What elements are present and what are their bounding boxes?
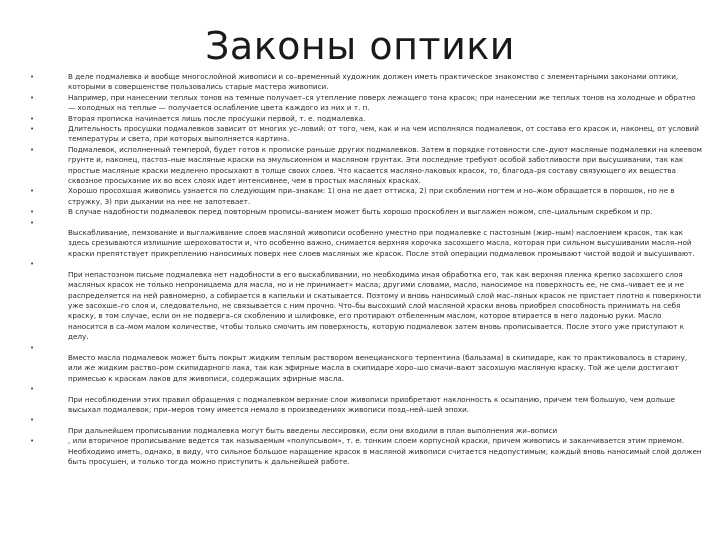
list-item [30,270,702,343]
bullet: • [30,218,35,227]
list-item [30,436,702,467]
bullet: • [30,385,35,394]
bullet: • [30,416,35,425]
bullet: • [30,93,35,102]
bullet: • [30,260,35,269]
empty-list-item [30,384,702,394]
paragraph-text: В случае надобности подмалевок перед повторным прописы–ванием может быть хорошо проскоблен и выглажен ножом, спе–циальным скребком и пр. [68,207,653,217]
empty-list-item [30,218,702,228]
list-item [30,114,702,124]
bullet: • [30,437,35,446]
paragraph-text: Длительность просушки подмалевков зависит от многих ус–ловий: от того, чем, как и на чем исполнялся подмалевок, от состава его красок и, наконец, от условий температуры и света, при которых выполняется картина. [68,124,699,144]
list-item [30,353,702,384]
list-item [30,93,702,114]
empty-list-item [30,259,702,269]
bullet: • [30,187,35,196]
paragraph-text: , или вторичное прописывание ведется так называемым «полупсывом», т. е. тонким слоем корпусной краски, причем живопись и заканчивается этим приемом. Необходимо иметь, однако, в виду, что сильное большое наращение красок в масляной живописи считается недопустимым; каждый вновь наносимый слой должен быть просушен, и только тогда можно приступить к дальнейшей работе. [68,436,702,466]
bullet: • [30,73,35,81]
list-item [30,395,702,416]
list-item [30,186,702,207]
paragraph-text: При дальнейшем прописывании подмалевка могут быть введены лессировки, если они входили в план выполнения жи–вописи [68,425,558,435]
paragraph-text: Например, при нанесении теплых тонов на темные получает–ся утепление поверх лежащего тона красок; при нанесении же теплых тонов на холодные и обратно — холодных на теплые — получается ослабление цвета каждого из них и т. п. [68,92,696,113]
body-text-list [30,72,702,467]
list-item [30,72,702,93]
slide-title: Законы оптики [205,24,515,68]
list-item [30,207,702,217]
paragraph-text: Вместо масла подмалевок может быть покрыт жидким теплым раствором венецианского терпентина (бальзама) в скипидаре, как то практиковалось в старину, или же жидким раство–ром скипидарного лака, так как эфирные масла в скипидаре хоро–шо смачи–вают засохшую масляную краску. Той же цели достигают примесью к краскам лаков для живописи, содержащих эфирные масла. [68,352,688,383]
paragraph-text: Хорошо просохшая живопись узнается по следующим при–знакам: 1) она не дает оттиска, 2) при скоблении ногтем и но–жом обращается в порошок, но не в стружку, 3) при дыхании на нее не запотевает. [68,186,675,206]
list-item [30,228,702,259]
bullet: • [30,145,35,154]
bullet: • [30,343,35,352]
list-item [30,145,702,187]
list-item [30,124,702,145]
empty-list-item [30,415,702,425]
empty-list-item [30,343,702,353]
paragraph-text: В деле подмалевка и вообще многослойной живописи и со–временный художник должен иметь практическое знакомство с элементарными законами оптики, которыми в совершенстве пользовались старые мастера живописи. [68,72,679,92]
paragraph-text: Выскабливание, пемзование и выглаживание слоев масляной живописи особенно уместно при подмалевке с пастозным (жир–ным) наслоением красок, так как здесь срезываются излишние шероховатости и, что особенно важно, снимается верхняя корочка засохшего масла, которая при сильном высушивании масля–ной краски препятствует прикреплению наносимых поверх нее слоев масляных же красок. После этой операции подмалевок промывают чистой водой и высушивают. [68,228,695,258]
bullet: • [30,114,35,123]
list-item [30,426,702,436]
bullet: • [30,208,35,217]
bullet: • [30,125,35,134]
paragraph-text: Подмалевок, исполненный темперой, будет готов к прописке раньше других подмалевков. Затем в порядке готовности сле–дуют масляные подмалевки на клеевом грунте и, наконец, пастоз–ные масляные краски на эмульсионном и масляном грунтах. Эти последние требуют особой заботливости при высушивании, так как простые масляные краски медленно просыхают в толще своих слоев. Что касается масляно-лаковых красок, то, благода–ря составу связующего их вещества сквозное просыхание их во всех слоях идет интенсивнее, чем в простых масляных красках. [68,144,702,186]
paragraph-text: Вторая прописка начинается лишь после просушки первой, т. е. подмалевка. [68,113,366,123]
paragraph-text: При непастозном письме подмалевка нет надобности в его выскабливании, но необходима иная обработка его, так как верхняя пленка крепко засохшего слоя масляных красок не только непроницаема для масла, но и не принимает» масла; другими словами, масло, наносимое на поверхность ее, не сма–чивает ее и не распределяется на ней равномерно, а собирается в капельки и скатывается. Поэтому и вновь наносимый слой мас–ляных красок не пристает плотно к поверхности уже засохше–го слоя и, следовательно, не связывается с ним прочно. Что–бы высохший слой масляной краски вновь приобрел способность принимать на себя краску, в том случае, если он не подверга–ся скоблению и шлифовке, его протирают отбеленным маслом, которое втирается в него ладонью руки. Масло наносится в са–мом малом количестве, чтобы только смочить им поверхность, которую подмалевок затем вновь прописывается. После этого уже приступают к делу. [68,269,702,342]
paragraph-text: При несоблюдении этих правил обращения с подмалевком верхние слои живописи приобретают наклонность к осыпанию, причем тем большую, чем дольше высыхал подмалевок; при–меров тому имеется немало в произведениях живописи позд–ней–шей эпохи. [68,394,676,414]
